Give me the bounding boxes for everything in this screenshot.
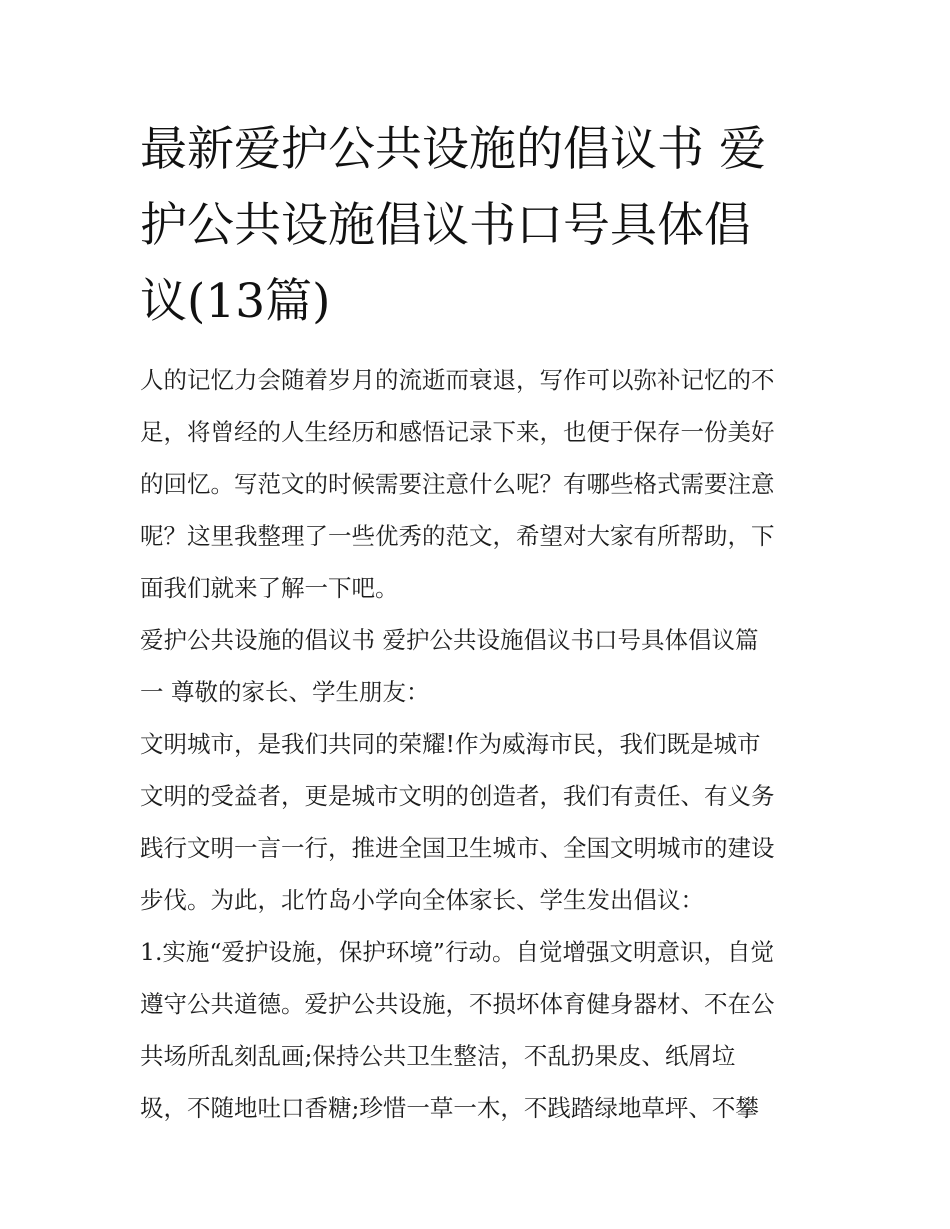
body-line: 面我们就来了解一下吧。 <box>140 574 399 602</box>
section-heading-line: 爱护公共设施的倡议书 爱护公共设施倡议书口号具体倡议篇 <box>140 626 759 654</box>
title-line: 议(13篇) <box>140 274 331 329</box>
body-line: 的回忆。写范文的时候需要注意什么呢？有哪些格式需要注意 <box>140 470 775 498</box>
body-line: 人的记忆力会随着岁月的流逝而衰退，写作可以弥补记忆的不 <box>140 366 775 394</box>
body-line: 圾，不随地吐口香糖;珍惜一草一木，不践踏绿地草坪、不攀 <box>140 1094 759 1122</box>
title-line: 最新爱护公共设施的倡议书 爱 <box>140 122 766 177</box>
body-line: 文明城市，是我们共同的荣耀!作为威海市民，我们既是城市 <box>140 730 761 758</box>
body-line: 遵守公共道德。爱护公共设施，不损坏体育健身器材、不在公 <box>140 990 775 1018</box>
body-line: 1.实施“爱护设施，保护环境”行动。自觉增强文明意识，自觉 <box>140 938 774 966</box>
section-heading-line: 一 尊敬的家长、学生朋友： <box>140 678 430 706</box>
document-body <box>140 354 820 1134</box>
body-line: 文明的受益者，更是城市文明的创造者，我们有责任、有义务 <box>140 782 775 810</box>
body-line: 步伐。为此，北竹岛小学向全体家长、学生发出倡议： <box>140 886 704 914</box>
document-title <box>140 112 820 340</box>
body-line: 践行文明一言一行，推进全国卫生城市、全国文明城市的建设 <box>140 834 775 862</box>
title-line: 护公共设施倡议书口号具体倡 <box>140 198 751 253</box>
body-line: 足，将曾经的人生经历和感悟记录下来，也便于保存一份美好 <box>140 418 775 446</box>
body-line: 呢？这里我整理了一些优秀的范文，希望对大家有所帮助，下 <box>140 522 775 550</box>
body-line: 共场所乱刻乱画;保持公共卫生整洁，不乱扔果皮、纸屑垃 <box>140 1042 736 1070</box>
